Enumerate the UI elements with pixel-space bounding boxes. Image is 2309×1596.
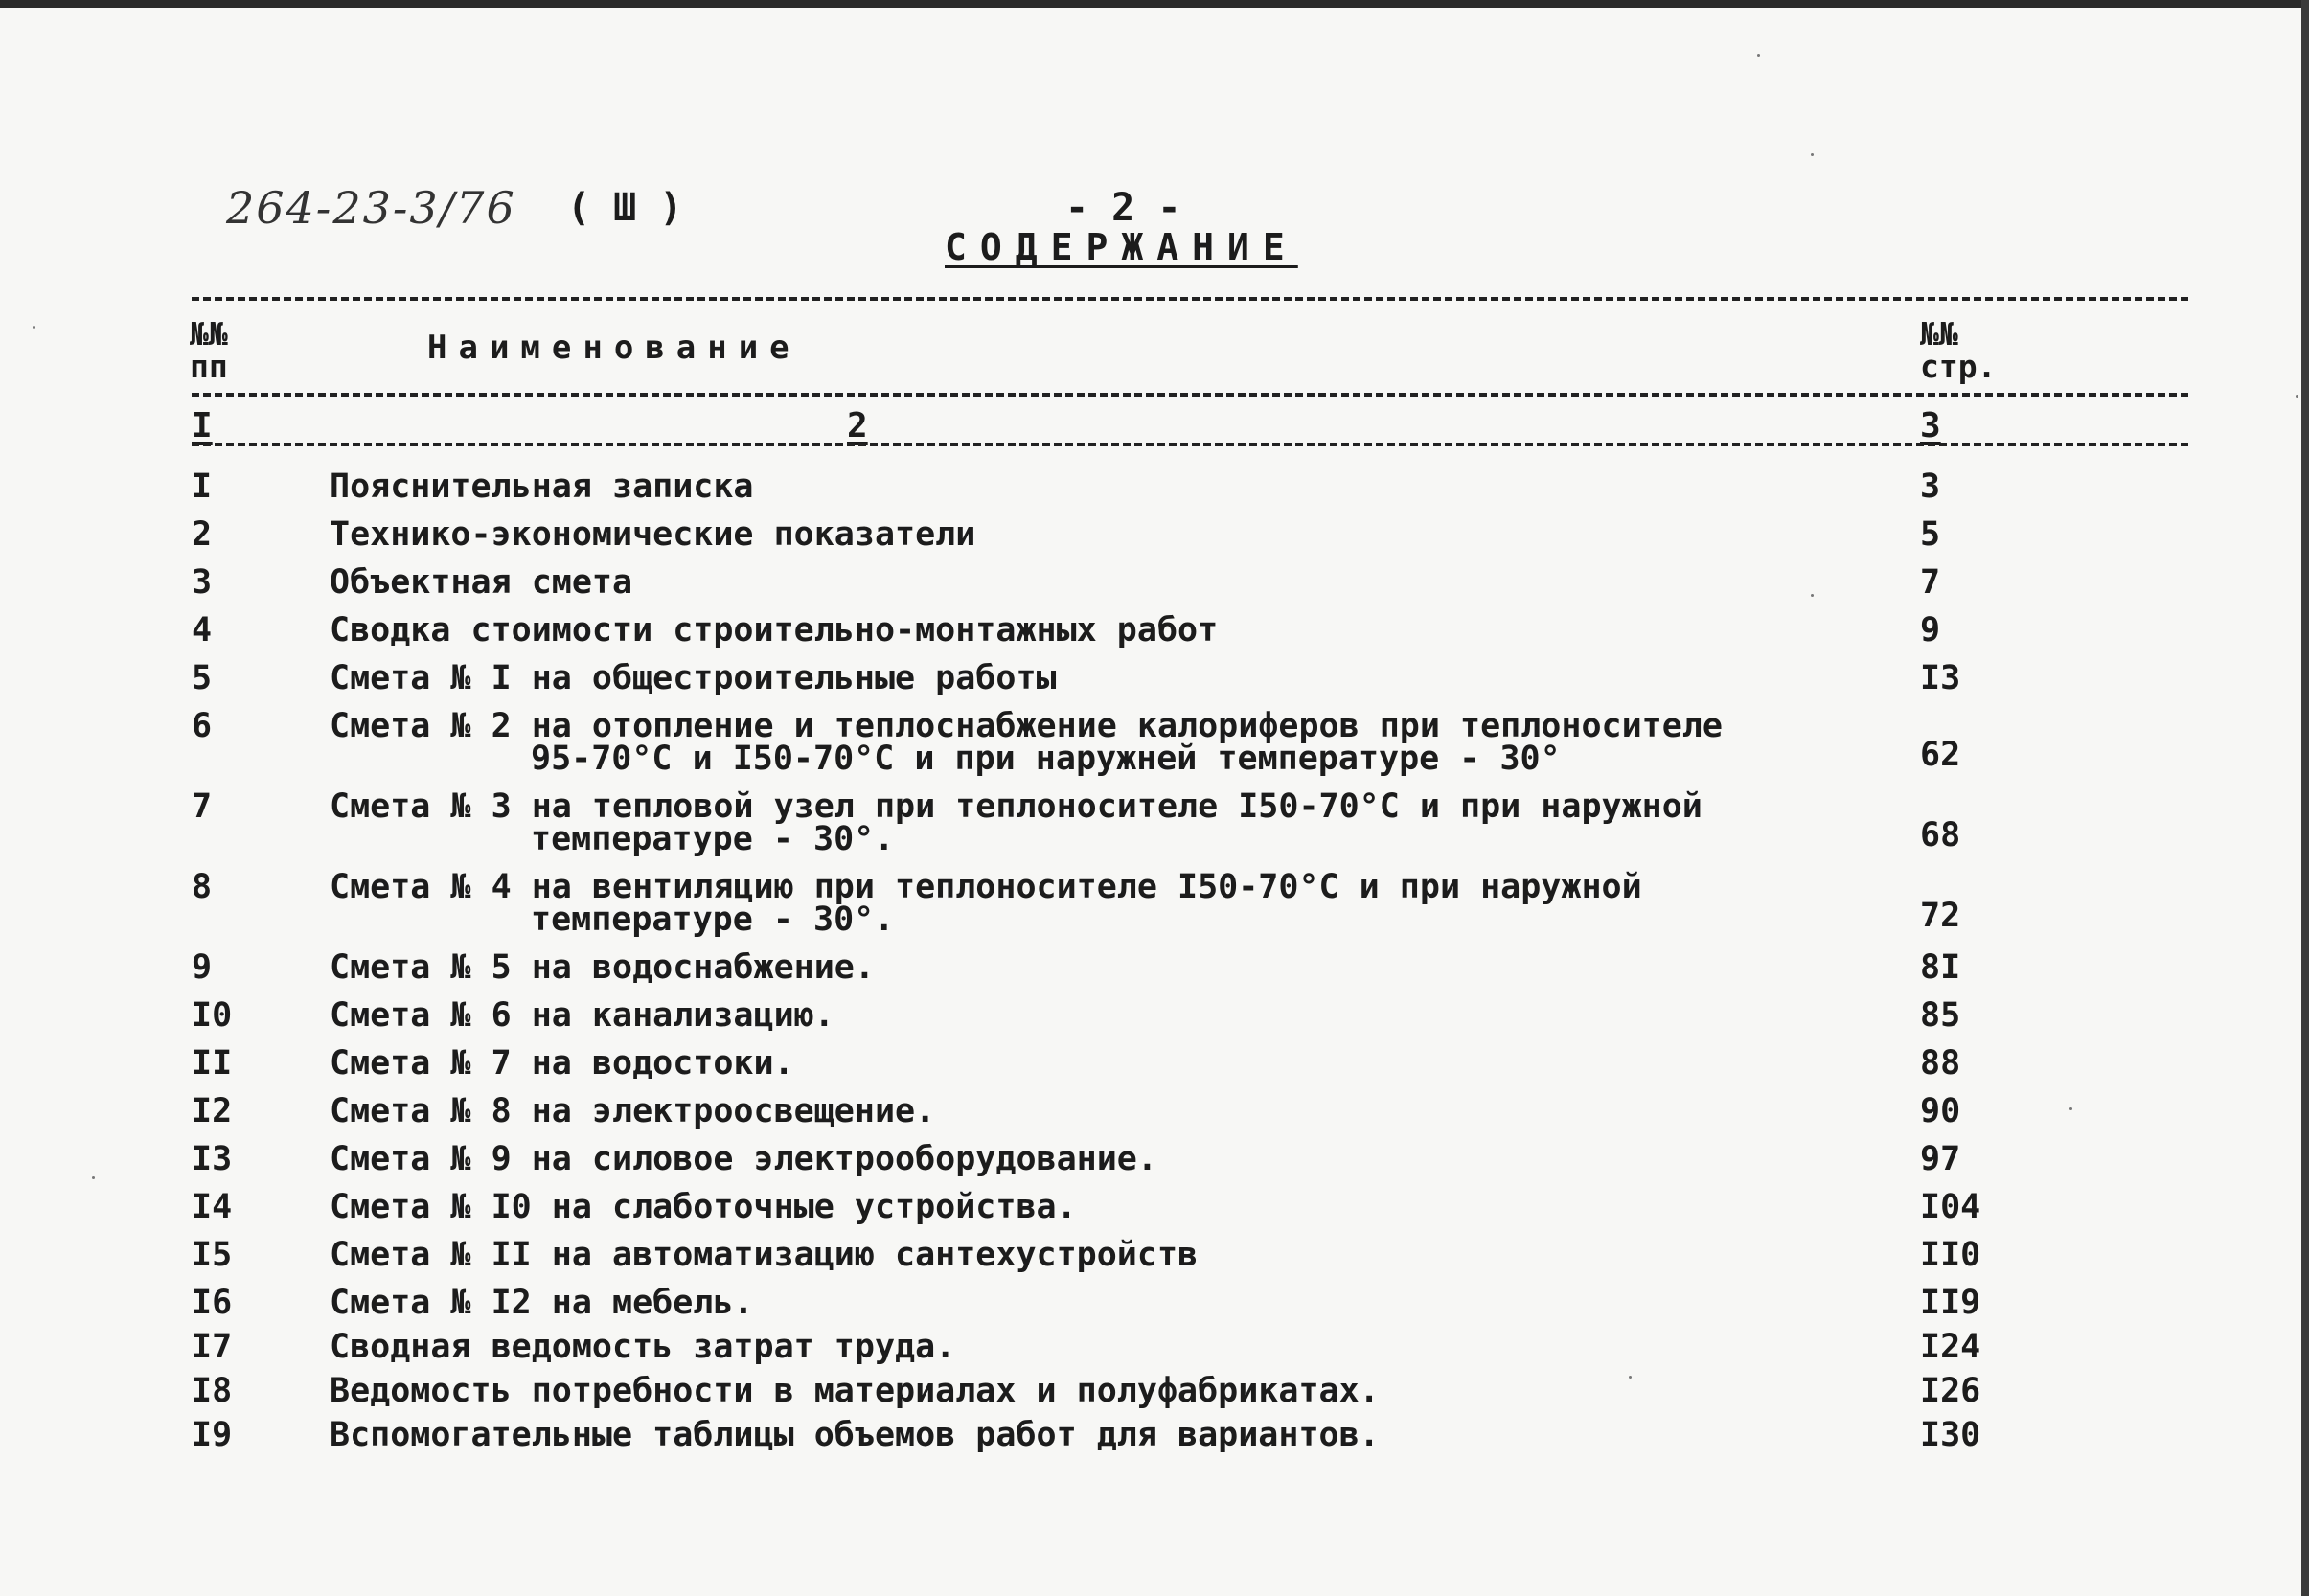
item-page: 5 <box>1920 515 1941 554</box>
item-number: I8 <box>192 1372 233 1410</box>
col-number-3: 3 <box>1920 406 1941 445</box>
item-page: II0 <box>1920 1236 1981 1274</box>
col-header-number-line1: №№ <box>190 315 228 353</box>
item-page: I26 <box>1920 1372 1981 1410</box>
header-bottom-rule <box>192 393 2188 397</box>
item-page: II9 <box>1920 1284 1981 1322</box>
scan-speck <box>2296 395 2298 398</box>
item-title: Смета № I на общестроительные работы <box>330 659 1057 697</box>
col-number-2: 2 <box>847 406 868 445</box>
item-number: I3 <box>192 1140 233 1178</box>
item-title: Сводная ведомость затрат труда. <box>330 1328 956 1366</box>
item-page: I04 <box>1920 1188 1981 1226</box>
item-number: 5 <box>192 659 213 697</box>
item-number: 2 <box>192 515 213 554</box>
item-title: Объектная смета <box>330 563 633 602</box>
col-header-name: Наименование <box>427 329 801 367</box>
item-page: 7 <box>1920 563 1941 602</box>
item-title: Пояснительная записка <box>330 467 754 506</box>
item-number: 6 <box>192 707 213 745</box>
item-page: I3 <box>1920 659 1961 697</box>
item-page: 9 <box>1920 611 1941 650</box>
col-number-1: I <box>192 406 213 445</box>
item-title: Смета № 8 на электроосвещение. <box>330 1092 936 1130</box>
item-page: I24 <box>1920 1328 1981 1366</box>
item-number: I5 <box>192 1236 233 1274</box>
item-page: 90 <box>1920 1092 1961 1130</box>
item-number: I6 <box>192 1284 233 1322</box>
page-number: - 2 - <box>1065 186 1181 230</box>
item-page: I30 <box>1920 1416 1981 1454</box>
scan-speck <box>1811 594 1814 597</box>
document-code: 264-23-3/76 <box>226 182 516 234</box>
item-page: 97 <box>1920 1140 1961 1178</box>
scan-speck <box>1629 1376 1632 1379</box>
item-title: Смета № I2 на мебель. <box>330 1284 754 1322</box>
page-title: СОДЕРЖАНИЕ <box>945 226 1298 268</box>
item-page: 8I <box>1920 948 1961 987</box>
scan-border-right <box>2301 0 2309 1596</box>
item-number: I7 <box>192 1328 233 1366</box>
item-title: Смета № 6 на канализацию. <box>330 996 834 1035</box>
item-number: 4 <box>192 611 213 650</box>
item-title: Сводка стоимости строительно-монтажных работ <box>330 611 1219 650</box>
item-title-continuation: температуре - 30°. <box>531 901 895 939</box>
col-header-page <box>1920 315 1997 385</box>
item-page: 85 <box>1920 996 1961 1035</box>
item-title: Вспомогательные таблицы объемов работ для вариантов. <box>330 1416 1380 1454</box>
item-number: I4 <box>192 1188 233 1226</box>
scan-speck <box>2069 1107 2072 1110</box>
item-title: Смета № 9 на силовое электрооборудование. <box>330 1140 1157 1178</box>
item-number: 3 <box>192 563 213 602</box>
col-header-number <box>190 315 228 385</box>
scan-speck <box>92 1176 95 1179</box>
scan-speck <box>1757 54 1760 57</box>
item-page: 68 <box>1920 816 1961 855</box>
document-part: ( Ш ) <box>567 186 683 230</box>
item-title: Технико-экономические показатели <box>330 515 976 554</box>
item-number: 8 <box>192 868 213 906</box>
item-number: 9 <box>192 948 213 987</box>
item-title: Смета № 4 на вентиляцию при теплоносителе I50-70°С и при наружной <box>330 868 1642 906</box>
item-title: Смета № 5 на водоснабжение. <box>330 948 875 987</box>
item-title: Смета № 7 на водостоки. <box>330 1044 794 1083</box>
item-title-continuation: температуре - 30°. <box>531 820 895 858</box>
item-title: Смета № II на автоматизацию сантехустройств <box>330 1236 1199 1274</box>
item-number: I <box>192 467 213 506</box>
item-title: Смета № 3 на тепловой узел при теплоносителе I50-70°С и при наружной <box>330 787 1703 826</box>
item-number: I2 <box>192 1092 233 1130</box>
item-title: Ведомость потребности в материалах и полуфабрикатах. <box>330 1372 1380 1410</box>
item-title: Смета № I0 на слаботочные устройства. <box>330 1188 1077 1226</box>
scan-border-top <box>0 0 2309 8</box>
item-page: 3 <box>1920 467 1941 506</box>
item-page: 72 <box>1920 897 1961 935</box>
item-page: 88 <box>1920 1044 1961 1083</box>
item-number: 7 <box>192 787 213 826</box>
item-page: 62 <box>1920 736 1961 774</box>
item-title: Смета № 2 на отопление и теплоснабжение калориферов при теплоносителе <box>330 707 1723 745</box>
colnum-bottom-rule <box>192 443 2188 446</box>
item-number: I0 <box>192 996 233 1035</box>
col-header-page-line2: стр. <box>1920 348 1997 385</box>
col-header-number-line2: пп <box>190 348 228 385</box>
scan-speck <box>33 326 35 329</box>
item-title-continuation: 95-70°С и I50-70°С и при наружней температуре - 30° <box>531 740 1561 778</box>
item-number: I9 <box>192 1416 233 1454</box>
item-number: II <box>192 1044 233 1083</box>
col-header-page-line1: №№ <box>1920 315 1958 353</box>
scan-speck <box>1811 153 1814 156</box>
table-top-rule <box>192 297 2188 301</box>
